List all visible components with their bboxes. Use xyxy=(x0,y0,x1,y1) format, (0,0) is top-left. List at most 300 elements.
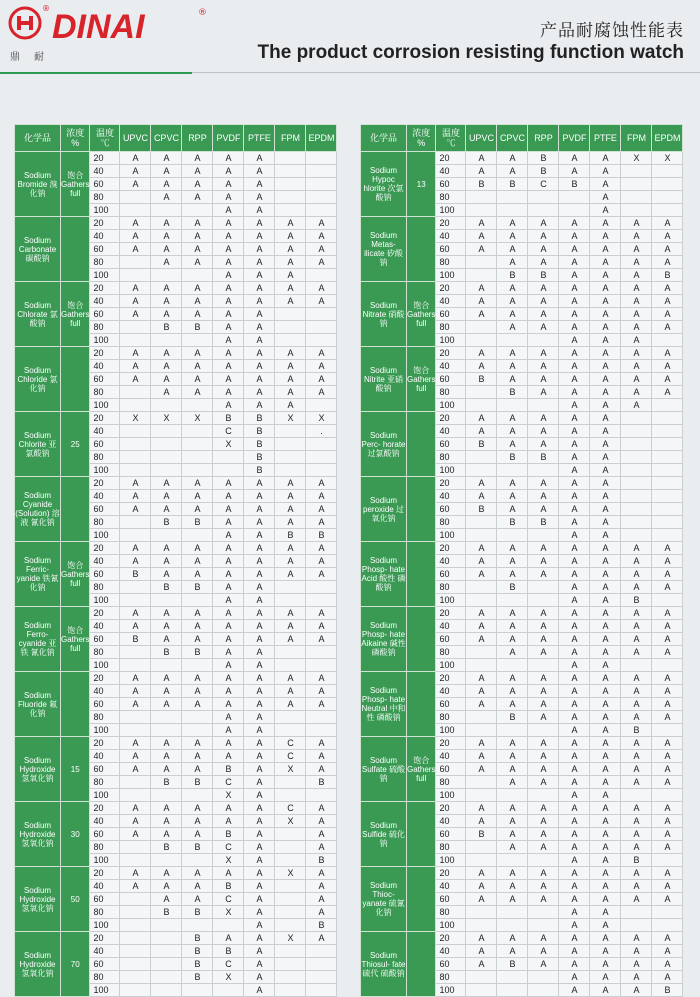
table-row xyxy=(361,412,683,425)
rating-cell: A xyxy=(151,568,182,581)
table-row xyxy=(15,607,337,620)
rating-cell: A xyxy=(621,711,652,724)
rating-cell: A xyxy=(559,945,590,958)
rating-cell: A xyxy=(559,451,590,464)
rating-cell: A xyxy=(244,711,275,724)
concentration xyxy=(407,217,436,282)
rating-cell xyxy=(275,841,306,854)
rating-cell: A xyxy=(559,347,590,360)
rating-cell: A xyxy=(244,958,275,971)
rating-cell: A xyxy=(621,737,652,750)
rating-cell: A xyxy=(151,256,182,269)
rating-cell: A xyxy=(590,555,621,568)
rating-cell xyxy=(120,256,151,269)
rating-cell xyxy=(621,490,652,503)
temperature-cell: 100 xyxy=(436,724,466,737)
temperature-cell: 60 xyxy=(90,698,120,711)
rating-cell: A xyxy=(652,893,683,906)
rating-cell xyxy=(120,776,151,789)
temperature-cell: 80 xyxy=(90,386,120,399)
rating-cell xyxy=(275,464,306,477)
rating-cell xyxy=(652,165,683,178)
rating-cell xyxy=(528,399,559,412)
rating-cell xyxy=(621,204,652,217)
rating-cell: B xyxy=(497,178,528,191)
temperature-cell: 100 xyxy=(90,529,120,542)
rating-cell xyxy=(151,789,182,802)
rating-cell xyxy=(497,659,528,672)
rating-cell: A xyxy=(244,828,275,841)
rating-cell xyxy=(528,594,559,607)
rating-cell: A xyxy=(182,672,213,685)
rating-cell xyxy=(151,971,182,984)
rating-cell: A xyxy=(466,880,497,893)
chemical-name: Sodium Phosp- hate Neutral 中和性 磷酸钠 xyxy=(361,672,407,737)
rating-cell: A xyxy=(528,776,559,789)
column-header: PTFE xyxy=(244,125,275,152)
rating-cell: A xyxy=(213,386,244,399)
chemical-name: Sodium Sulfide 硫化钠 xyxy=(361,802,407,867)
rating-cell xyxy=(621,919,652,932)
rating-cell: A xyxy=(621,685,652,698)
rating-cell: A xyxy=(497,230,528,243)
rating-cell xyxy=(528,204,559,217)
table-row xyxy=(361,607,683,620)
rating-cell xyxy=(151,269,182,282)
rating-cell: A xyxy=(244,282,275,295)
rating-cell: A xyxy=(621,841,652,854)
rating-cell: A xyxy=(306,867,337,880)
rating-cell xyxy=(120,594,151,607)
rating-cell: A xyxy=(497,295,528,308)
temperature-cell: 100 xyxy=(436,204,466,217)
rating-cell: X xyxy=(213,438,244,451)
rating-cell xyxy=(466,724,497,737)
rating-cell: A xyxy=(466,750,497,763)
rating-cell: A xyxy=(182,828,213,841)
rating-cell: B xyxy=(213,412,244,425)
temperature-cell: 40 xyxy=(436,620,466,633)
rating-cell: A xyxy=(590,841,621,854)
rating-cell: A xyxy=(120,542,151,555)
temperature-cell: 80 xyxy=(436,451,466,464)
rating-cell: A xyxy=(497,308,528,321)
rating-cell: A xyxy=(213,659,244,672)
rating-cell: A xyxy=(213,711,244,724)
rating-cell: A xyxy=(244,919,275,932)
rating-cell: A xyxy=(559,464,590,477)
rating-cell: A xyxy=(652,763,683,776)
rating-cell: A xyxy=(590,178,621,191)
rating-cell: A xyxy=(244,724,275,737)
rating-cell xyxy=(120,789,151,802)
rating-cell xyxy=(466,386,497,399)
rating-cell: X xyxy=(275,763,306,776)
rating-cell: A xyxy=(182,698,213,711)
rating-cell: A xyxy=(497,217,528,230)
rating-cell: A xyxy=(528,698,559,711)
right-panel xyxy=(360,124,683,997)
dinai-logo-icon xyxy=(8,6,42,40)
rating-cell: A xyxy=(497,568,528,581)
rating-cell: A xyxy=(528,737,559,750)
rating-cell: A xyxy=(559,815,590,828)
rating-cell: A xyxy=(590,867,621,880)
rating-cell: A xyxy=(559,789,590,802)
rating-cell: A xyxy=(497,945,528,958)
rating-cell xyxy=(151,854,182,867)
rating-cell: A xyxy=(244,165,275,178)
chemical-name: Sodium Thioc- yanate 硫氰化钠 xyxy=(361,867,407,932)
rating-cell: B xyxy=(652,269,683,282)
table-row xyxy=(15,217,337,230)
rating-cell: A xyxy=(306,698,337,711)
rating-cell: A xyxy=(528,867,559,880)
rating-cell: A xyxy=(182,295,213,308)
chemical-name: Sodium Hydroxide 氢氧化钠 xyxy=(15,867,61,932)
temperature-cell: 20 xyxy=(90,282,120,295)
rating-cell: B xyxy=(244,412,275,425)
rating-cell: A xyxy=(244,763,275,776)
temperature-cell: 80 xyxy=(436,841,466,854)
rating-cell xyxy=(559,204,590,217)
rating-cell: A xyxy=(244,685,275,698)
rating-cell: A xyxy=(306,347,337,360)
temperature-cell: 60 xyxy=(90,763,120,776)
column-header: RPP xyxy=(182,125,213,152)
rating-cell xyxy=(182,711,213,724)
rating-cell: A xyxy=(213,802,244,815)
rating-cell: A xyxy=(497,620,528,633)
rating-cell: C xyxy=(213,958,244,971)
rating-cell: A xyxy=(497,347,528,360)
rating-cell xyxy=(621,464,652,477)
temperature-cell: 80 xyxy=(436,776,466,789)
table-row xyxy=(15,867,337,880)
rating-cell: A xyxy=(244,932,275,945)
chemical-name: Sodium Hydroxide 氢氧化钠 xyxy=(15,802,61,867)
rating-cell: A xyxy=(244,360,275,373)
rating-cell: A xyxy=(559,529,590,542)
rating-cell xyxy=(306,451,337,464)
rating-cell: A xyxy=(497,633,528,646)
rating-cell xyxy=(306,204,337,217)
chemical-name: Sodium Bromide 溴化钠 xyxy=(15,152,61,217)
rating-cell xyxy=(182,854,213,867)
rating-cell: A xyxy=(306,802,337,815)
rating-cell: A xyxy=(559,659,590,672)
rating-cell: A xyxy=(182,178,213,191)
rating-cell: A xyxy=(244,750,275,763)
rating-cell: A xyxy=(559,555,590,568)
temperature-cell: 80 xyxy=(90,256,120,269)
rating-cell: A xyxy=(466,282,497,295)
rating-cell xyxy=(559,191,590,204)
column-header: FPM xyxy=(621,125,652,152)
column-header: FPM xyxy=(275,125,306,152)
rating-cell: A xyxy=(244,204,275,217)
rating-cell: A xyxy=(120,880,151,893)
rating-cell: A xyxy=(559,503,590,516)
rating-cell: A xyxy=(244,880,275,893)
rating-cell: A xyxy=(528,932,559,945)
rating-cell: A xyxy=(275,399,306,412)
rating-cell xyxy=(466,516,497,529)
rating-cell: A xyxy=(306,503,337,516)
concentration: 饱合 Gathers full xyxy=(61,152,90,217)
rating-cell: A xyxy=(621,633,652,646)
rating-cell: A xyxy=(652,568,683,581)
rating-cell: A xyxy=(559,828,590,841)
rating-cell: A xyxy=(497,152,528,165)
rating-cell xyxy=(497,919,528,932)
rating-cell: A xyxy=(306,477,337,490)
rating-cell: A xyxy=(559,256,590,269)
rating-cell xyxy=(621,438,652,451)
logo-text-reg: ® xyxy=(198,8,207,18)
rating-cell: B xyxy=(182,971,213,984)
page-header xyxy=(0,0,700,80)
table-row xyxy=(15,932,337,945)
rating-cell: A xyxy=(213,152,244,165)
rating-cell: A xyxy=(528,802,559,815)
rating-cell xyxy=(182,724,213,737)
rating-cell xyxy=(306,191,337,204)
rating-cell: A xyxy=(497,776,528,789)
rating-cell xyxy=(466,269,497,282)
chemical-name: Sodium Hypoc hlorite 次氯酸钠 xyxy=(361,152,407,217)
rating-cell: A xyxy=(244,295,275,308)
rating-cell: A xyxy=(590,204,621,217)
rating-cell: B xyxy=(466,373,497,386)
temperature-cell: 100 xyxy=(90,464,120,477)
rating-cell xyxy=(528,724,559,737)
rating-cell xyxy=(306,581,337,594)
temperature-cell: 100 xyxy=(90,204,120,217)
rating-cell xyxy=(528,906,559,919)
rating-cell: A xyxy=(466,555,497,568)
rating-cell: B xyxy=(497,958,528,971)
rating-cell: B xyxy=(528,152,559,165)
rating-cell: A xyxy=(151,828,182,841)
temperature-cell: 40 xyxy=(436,815,466,828)
rating-cell: A xyxy=(621,893,652,906)
rating-cell: A xyxy=(466,633,497,646)
rating-cell: A xyxy=(466,490,497,503)
rating-cell: A xyxy=(559,399,590,412)
rating-cell: A xyxy=(151,295,182,308)
temperature-cell: 100 xyxy=(436,529,466,542)
temperature-cell: 100 xyxy=(436,464,466,477)
rating-cell: A xyxy=(213,178,244,191)
rating-cell: A xyxy=(466,620,497,633)
rating-cell xyxy=(466,906,497,919)
temperature-cell: 100 xyxy=(436,854,466,867)
rating-cell: A xyxy=(590,581,621,594)
rating-cell: A xyxy=(213,568,244,581)
temperature-cell: 60 xyxy=(436,698,466,711)
rating-cell xyxy=(120,529,151,542)
rating-cell: A xyxy=(497,880,528,893)
rating-cell xyxy=(182,269,213,282)
chemical-name: Sodium Phosp- hate Aikaine 碱性 磷酸钠 xyxy=(361,607,407,672)
rating-cell: A xyxy=(213,555,244,568)
rating-cell: A xyxy=(590,932,621,945)
temperature-cell: 60 xyxy=(90,568,120,581)
rating-cell: A xyxy=(621,321,652,334)
table-row xyxy=(361,672,683,685)
rating-cell xyxy=(466,711,497,724)
rating-cell xyxy=(466,191,497,204)
rating-cell xyxy=(466,334,497,347)
rating-cell xyxy=(120,711,151,724)
column-header: PVDF xyxy=(213,125,244,152)
temperature-cell: 60 xyxy=(436,633,466,646)
rating-cell: A xyxy=(213,646,244,659)
rating-cell: B xyxy=(244,438,275,451)
rating-cell: A xyxy=(244,399,275,412)
rating-cell: A xyxy=(182,282,213,295)
rating-cell: B xyxy=(182,581,213,594)
rating-cell: A xyxy=(497,490,528,503)
column-header: CPVC xyxy=(497,125,528,152)
rating-cell: A xyxy=(652,542,683,555)
temperature-cell: 100 xyxy=(90,399,120,412)
table-row xyxy=(361,932,683,945)
rating-cell xyxy=(120,984,151,997)
rating-cell: A xyxy=(652,295,683,308)
rating-cell: A xyxy=(652,841,683,854)
rating-cell: A xyxy=(213,204,244,217)
rating-cell xyxy=(120,438,151,451)
rating-cell: A xyxy=(497,165,528,178)
rating-cell: A xyxy=(652,672,683,685)
rating-cell xyxy=(151,932,182,945)
rating-cell: A xyxy=(590,802,621,815)
rating-cell: A xyxy=(652,945,683,958)
rating-cell xyxy=(182,789,213,802)
rating-cell: A xyxy=(306,490,337,503)
rating-cell xyxy=(306,971,337,984)
concentration: 15 xyxy=(61,737,90,802)
rating-cell: A xyxy=(151,555,182,568)
rating-cell: B xyxy=(466,828,497,841)
rating-cell: A xyxy=(621,945,652,958)
rating-cell: A xyxy=(621,672,652,685)
rating-cell: A xyxy=(244,334,275,347)
rating-cell: A xyxy=(590,373,621,386)
rating-cell: A xyxy=(590,347,621,360)
rating-cell: B xyxy=(182,958,213,971)
rating-cell: A xyxy=(151,178,182,191)
header-divider-grey xyxy=(192,72,700,73)
rating-cell: A xyxy=(151,477,182,490)
rating-cell xyxy=(120,906,151,919)
rating-cell: A xyxy=(528,412,559,425)
rating-cell: A xyxy=(528,672,559,685)
concentration: 饱合 Gathers full xyxy=(407,282,436,347)
chemical-name: Sodium Cyanide (Solution) 溶液 氰化钠 xyxy=(15,477,61,542)
rating-cell: A xyxy=(213,347,244,360)
rating-cell xyxy=(120,386,151,399)
rating-cell xyxy=(306,464,337,477)
temperature-cell: 20 xyxy=(436,607,466,620)
rating-cell: A xyxy=(559,373,590,386)
temperature-cell: 20 xyxy=(90,867,120,880)
rating-cell: A xyxy=(120,763,151,776)
temperature-cell: 60 xyxy=(436,893,466,906)
rating-cell: A xyxy=(120,282,151,295)
rating-cell: A xyxy=(497,425,528,438)
rating-cell: A xyxy=(182,542,213,555)
rating-cell: A xyxy=(466,217,497,230)
rating-cell: A xyxy=(151,282,182,295)
temperature-cell: 40 xyxy=(436,360,466,373)
rating-cell: A xyxy=(559,165,590,178)
rating-cell: A xyxy=(497,607,528,620)
rating-cell: A xyxy=(528,243,559,256)
rating-cell: A xyxy=(306,633,337,646)
temperature-cell: 80 xyxy=(90,516,120,529)
column-header: RPP xyxy=(528,125,559,152)
concentration xyxy=(407,607,436,672)
rating-cell: A xyxy=(652,581,683,594)
rating-cell: A xyxy=(528,425,559,438)
temperature-cell: 20 xyxy=(436,672,466,685)
temperature-cell: 40 xyxy=(90,360,120,373)
temperature-cell: 80 xyxy=(90,646,120,659)
rating-cell xyxy=(275,789,306,802)
rating-cell: A xyxy=(590,451,621,464)
rating-cell: A xyxy=(306,893,337,906)
rating-cell xyxy=(306,178,337,191)
rating-cell: A xyxy=(182,256,213,269)
rating-cell: A xyxy=(306,230,337,243)
rating-cell xyxy=(151,984,182,997)
rating-cell: A xyxy=(559,594,590,607)
rating-cell: A xyxy=(528,815,559,828)
rating-cell: A xyxy=(621,776,652,789)
rating-cell: A xyxy=(213,867,244,880)
rating-cell: A xyxy=(590,386,621,399)
rating-cell: A xyxy=(590,243,621,256)
rating-cell: A xyxy=(151,347,182,360)
rating-cell: A xyxy=(621,646,652,659)
rating-cell xyxy=(466,321,497,334)
rating-cell xyxy=(621,412,652,425)
rating-cell: A xyxy=(621,607,652,620)
rating-cell: A xyxy=(559,776,590,789)
temperature-cell: 60 xyxy=(90,243,120,256)
temperature-cell: 20 xyxy=(436,932,466,945)
temperature-cell: 20 xyxy=(436,282,466,295)
rating-cell xyxy=(120,945,151,958)
chemical-name: Sodium Chlorate 氯酸钠 xyxy=(15,282,61,347)
rating-cell: A xyxy=(590,698,621,711)
temperature-cell: 20 xyxy=(90,412,120,425)
temperature-cell: 80 xyxy=(436,906,466,919)
rating-cell: A xyxy=(182,477,213,490)
temperature-cell: 40 xyxy=(436,490,466,503)
rating-cell: A xyxy=(590,659,621,672)
rating-cell: B xyxy=(559,178,590,191)
rating-cell: A xyxy=(559,724,590,737)
rating-cell: A xyxy=(559,620,590,633)
rating-cell: A xyxy=(466,568,497,581)
rating-cell: A xyxy=(120,737,151,750)
rating-cell xyxy=(120,854,151,867)
rating-cell: A xyxy=(621,763,652,776)
